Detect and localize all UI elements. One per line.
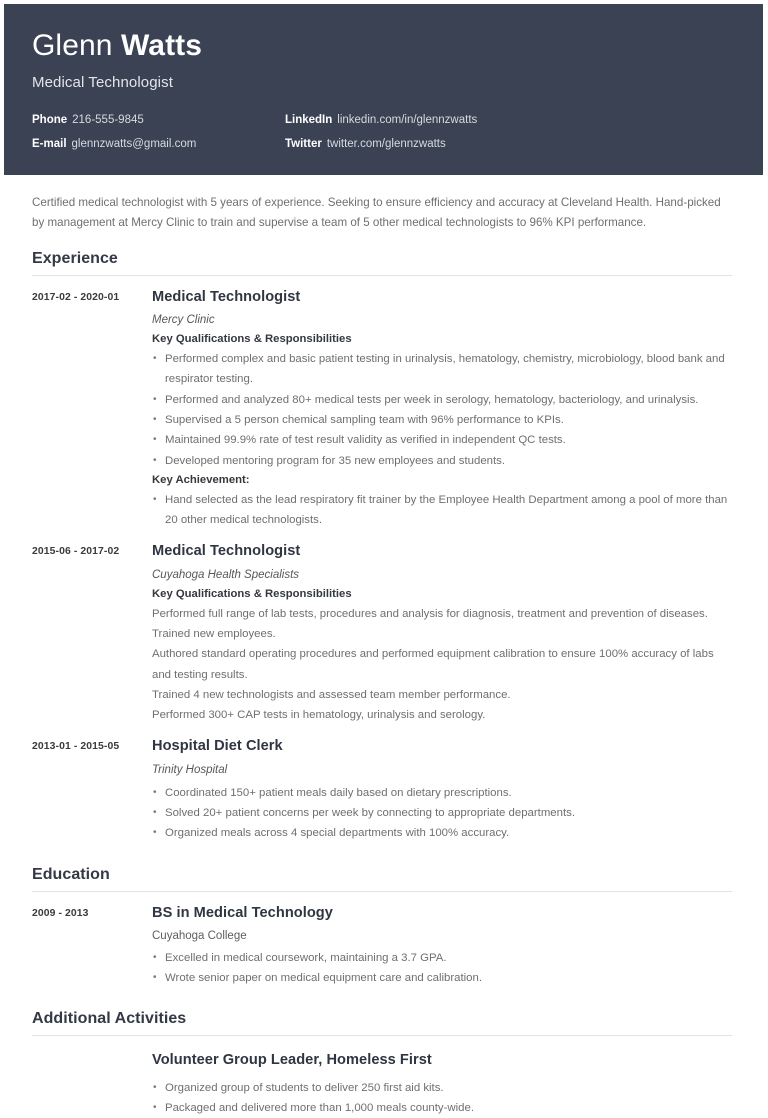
list-item: • Organized group of students to deliver 250 first aid kits. [152, 1078, 732, 1098]
contact-email-label: E-mail [32, 138, 67, 151]
entry-content [152, 738, 732, 843]
entry-date: 2015-06 - 2017-02 [32, 546, 120, 558]
contact-linkedin-value[interactable]: linkedin.com/in/glennzwatts [337, 113, 478, 126]
entry-content [152, 289, 732, 531]
contact-twitter [285, 139, 732, 151]
first-name: Glenn [32, 29, 113, 62]
entry-date [32, 1052, 152, 1118]
experience-entry [32, 289, 732, 531]
contact-phone-value[interactable]: 216-555-9845 [72, 113, 144, 126]
list-item: • Coordinated 150+ patient meals daily based on dietary prescriptions. [152, 783, 732, 803]
entry-achievement-label: Key Achievement: [152, 473, 250, 486]
contact-linkedin-label: LinkedIn [285, 113, 333, 126]
list-item: • Excelled in medical coursework, maintaining a 3.7 GPA. [152, 948, 732, 968]
entry-title: Medical Technologist [152, 288, 301, 305]
contact-email [32, 139, 285, 151]
list-item: • Packaged and delivered more than 1,000 meals county-wide. [152, 1098, 732, 1118]
entry-items [152, 1078, 732, 1118]
resume-body [4, 193, 763, 1118]
entry-title: BS in Medical Technology [152, 904, 333, 921]
list-item: • Maintained 99.9% rate of test result validity as verified in independent QC tests. [152, 430, 732, 450]
section-education [32, 866, 732, 989]
section-title-additional-activities: Additional Activities [32, 1010, 732, 1036]
section-additional-activities [32, 1010, 732, 1118]
professional-summary: Certified medical technologist with 5 years of experience. Seeking to ensure efficiency and accuracy at Cleveland Health. Hand-picked by management at Mercy Clinic to train and supervise a team of 5 other medical technologists to 96% KPI performance. [32, 195, 721, 230]
section-title-experience: Experience [32, 250, 732, 276]
candidate-job-title: Medical Technologist [32, 73, 173, 91]
list-item: • Developed mentoring program for 35 new employees and students. [152, 451, 732, 471]
list-item: • Organized meals across 4 special departments with 100% accuracy. [152, 823, 732, 843]
section-experience [32, 250, 732, 844]
entry-organization: Cuyahoga Health Specialists [152, 568, 300, 581]
list-item: Performed 300+ CAP tests in hematology, urinalysis and serology. [152, 709, 486, 722]
list-item: Performed full range of lab tests, procedures and analysis for diagnosis, treatment and prevention of diseases. [152, 607, 708, 620]
entry-title: Medical Technologist [152, 543, 301, 560]
contact-linkedin [285, 115, 732, 127]
entry-title: Volunteer Group Leader, Homeless First [152, 1052, 432, 1069]
list-item: • Performed complex and basic patient testing in urinalysis, hematology, chemistry, microbiology, blood bank and respirator testing. [152, 349, 732, 390]
section-title-education: Education [32, 866, 732, 892]
entry-content [152, 1052, 732, 1118]
additional-activity-entry [32, 1052, 732, 1118]
experience-entry [32, 738, 732, 843]
contact-phone-label: Phone [32, 113, 68, 126]
entry-title: Hospital Diet Clerk [152, 738, 283, 755]
entry-subheading: Key Qualifications & Responsibilities [152, 587, 352, 600]
list-item: • Supervised a 5 person chemical sampling team with 96% performance to KPIs. [152, 410, 732, 430]
list-item: • Hand selected as the lead respiratory fit trainer by the Employee Health Department among a pool of more than 20 other medical technologists. [152, 490, 732, 531]
resume-header [4, 4, 763, 175]
list-item: • Wrote senior paper on medical equipment care and calibration. [152, 968, 732, 988]
entry-items [152, 604, 732, 726]
entry-items [152, 783, 732, 844]
contact-list [32, 115, 732, 151]
entry-achievement-items [152, 490, 732, 531]
experience-entry [32, 543, 732, 725]
entry-subheading: Key Qualifications & Responsibilities [152, 333, 352, 346]
candidate-name [32, 29, 732, 63]
entry-date: 2009 - 2013 [32, 907, 89, 919]
last-name: Watts [121, 29, 203, 62]
entry-content [152, 905, 732, 989]
contact-phone [32, 115, 285, 127]
list-item: Authored standard operating procedures and performed equipment calibration to ensure 100% accuracy of labs and testing results. [152, 648, 714, 681]
contact-twitter-value[interactable]: twitter.com/glennzwatts [326, 138, 446, 151]
entry-items [152, 948, 732, 989]
list-item: • Solved 20+ patient concerns per week by connecting to appropriate departments. [152, 803, 732, 823]
entry-items [152, 349, 732, 471]
education-entry [32, 905, 732, 989]
entry-organization: Cuyahoga College [152, 929, 247, 942]
entry-organization: Trinity Hospital [152, 763, 228, 776]
list-item: Trained new employees. [152, 627, 276, 640]
entry-date: 2017-02 - 2020-01 [32, 291, 120, 303]
entry-organization: Mercy Clinic [152, 314, 215, 327]
contact-email-value[interactable]: glennzwatts@gmail.com [71, 138, 197, 151]
entry-date: 2013-01 - 2015-05 [32, 741, 120, 753]
contact-twitter-label: Twitter [285, 138, 322, 151]
entry-content [152, 543, 732, 725]
list-item: • Performed and analyzed 80+ medical tests per week in serology, hematology, bacteriology, and urinalysis. [152, 390, 732, 410]
list-item: Trained 4 new technologists and assessed team member performance. [152, 688, 511, 701]
